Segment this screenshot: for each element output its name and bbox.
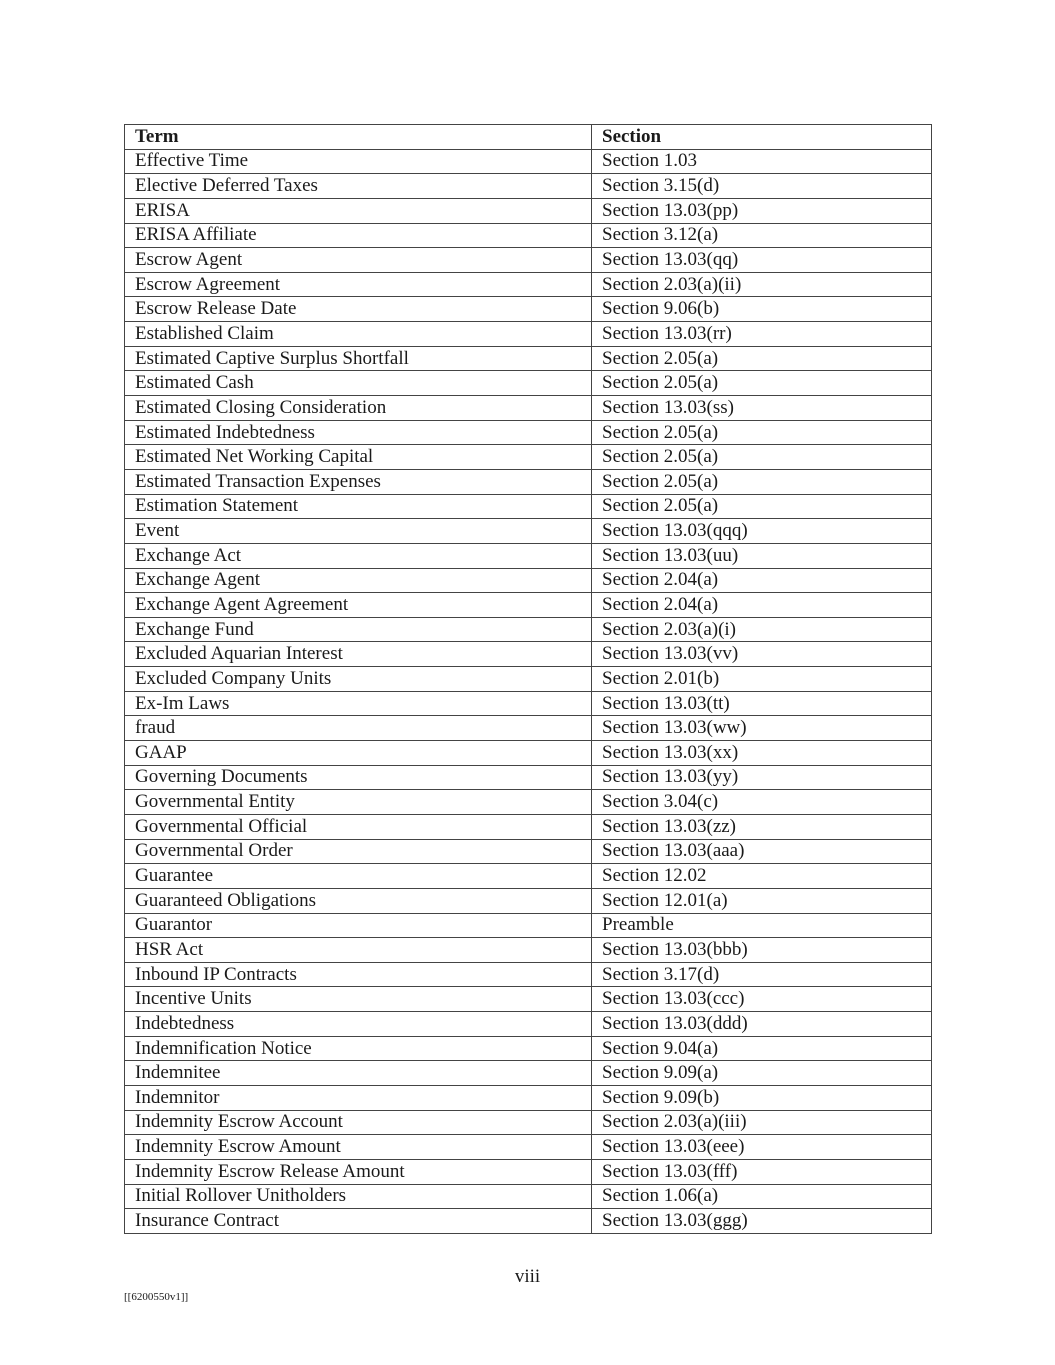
section-cell: Section 3.17(d) xyxy=(592,962,932,987)
term-cell: Exchange Fund xyxy=(125,617,592,642)
table-row xyxy=(125,149,932,174)
section-cell: Section 2.04(a) xyxy=(592,568,932,593)
section-cell: Section 2.05(a) xyxy=(592,494,932,519)
table-row xyxy=(125,987,932,1012)
term-cell: Indemnity Escrow Release Amount xyxy=(125,1159,592,1184)
section-cell: Section 9.04(a) xyxy=(592,1036,932,1061)
term-cell: Excluded Company Units xyxy=(125,667,592,692)
section-cell: Section 13.03(ggg) xyxy=(592,1209,932,1234)
term-cell: Guaranteed Obligations xyxy=(125,888,592,913)
table-row xyxy=(125,248,932,273)
table-row xyxy=(125,396,932,421)
section-cell: Section 13.03(ddd) xyxy=(592,1012,932,1037)
section-cell: Section 12.02 xyxy=(592,864,932,889)
table-row xyxy=(125,741,932,766)
table-row xyxy=(125,371,932,396)
term-cell: Indemnity Escrow Account xyxy=(125,1110,592,1135)
section-cell: Section 13.03(fff) xyxy=(592,1159,932,1184)
section-cell: Section 13.03(ccc) xyxy=(592,987,932,1012)
section-cell: Section 13.03(aaa) xyxy=(592,839,932,864)
table-row xyxy=(125,765,932,790)
section-cell: Section 13.03(pp) xyxy=(592,198,932,223)
table-row xyxy=(125,519,932,544)
table-row xyxy=(125,272,932,297)
column-header-term: Term xyxy=(125,125,592,150)
table-row xyxy=(125,716,932,741)
table-header-row xyxy=(125,125,932,150)
term-cell: Estimated Cash xyxy=(125,371,592,396)
table-row xyxy=(125,667,932,692)
table-row xyxy=(125,223,932,248)
table-row xyxy=(125,1184,932,1209)
section-cell: Section 2.04(a) xyxy=(592,593,932,618)
table-row xyxy=(125,297,932,322)
term-cell: Exchange Agent xyxy=(125,568,592,593)
term-cell: fraud xyxy=(125,716,592,741)
table-row xyxy=(125,642,932,667)
term-cell: Escrow Release Date xyxy=(125,297,592,322)
term-cell: Escrow Agreement xyxy=(125,272,592,297)
section-cell: Section 9.09(a) xyxy=(592,1061,932,1086)
term-cell: Estimated Net Working Capital xyxy=(125,445,592,470)
term-cell: Indebtedness xyxy=(125,1012,592,1037)
table-row xyxy=(125,839,932,864)
term-cell: Excluded Aquarian Interest xyxy=(125,642,592,667)
table-row xyxy=(125,938,932,963)
term-cell: Estimated Closing Consideration xyxy=(125,396,592,421)
term-cell: Effective Time xyxy=(125,149,592,174)
term-cell: Incentive Units xyxy=(125,987,592,1012)
table-row xyxy=(125,1209,932,1234)
term-cell: Established Claim xyxy=(125,322,592,347)
page-number: viii xyxy=(514,1266,541,1287)
section-cell: Section 2.03(a)(i) xyxy=(592,617,932,642)
table-row xyxy=(125,1110,932,1135)
term-cell: Exchange Agent Agreement xyxy=(125,593,592,618)
section-cell: Section 1.03 xyxy=(592,149,932,174)
term-cell: Governmental Entity xyxy=(125,790,592,815)
term-cell: Initial Rollover Unitholders xyxy=(125,1184,592,1209)
section-cell: Section 3.12(a) xyxy=(592,223,932,248)
section-cell: Section 13.03(eee) xyxy=(592,1135,932,1160)
term-cell: Escrow Agent xyxy=(125,248,592,273)
table-row xyxy=(125,174,932,199)
section-cell: Section 13.03(ss) xyxy=(592,396,932,421)
term-cell: Exchange Act xyxy=(125,543,592,568)
section-cell: Section 13.03(zz) xyxy=(592,814,932,839)
table-row xyxy=(125,469,932,494)
table-row xyxy=(125,543,932,568)
table-row xyxy=(125,888,932,913)
table-row xyxy=(125,962,932,987)
table-row xyxy=(125,1085,932,1110)
term-cell: Event xyxy=(125,519,592,544)
table-row xyxy=(125,1061,932,1086)
term-cell: Elective Deferred Taxes xyxy=(125,174,592,199)
section-cell: Section 9.06(b) xyxy=(592,297,932,322)
section-cell: Section 13.03(bbb) xyxy=(592,938,932,963)
term-cell: Indemnification Notice xyxy=(125,1036,592,1061)
table-row xyxy=(125,814,932,839)
term-cell: HSR Act xyxy=(125,938,592,963)
term-cell: Estimated Indebtedness xyxy=(125,420,592,445)
section-cell: Section 13.03(yy) xyxy=(592,765,932,790)
section-cell: Section 2.05(a) xyxy=(592,420,932,445)
section-cell: Section 2.03(a)(iii) xyxy=(592,1110,932,1135)
section-cell: Section 13.03(qq) xyxy=(592,248,932,273)
term-cell: GAAP xyxy=(125,741,592,766)
terms-index-table xyxy=(124,124,932,1234)
table-row xyxy=(125,1159,932,1184)
term-cell: Guarantee xyxy=(125,864,592,889)
table-row xyxy=(125,322,932,347)
section-cell: Preamble xyxy=(592,913,932,938)
term-cell: Indemnity Escrow Amount xyxy=(125,1135,592,1160)
term-cell: ERISA Affiliate xyxy=(125,223,592,248)
table-row xyxy=(125,494,932,519)
table-row xyxy=(125,790,932,815)
section-cell: Section 2.05(a) xyxy=(592,371,932,396)
table-row xyxy=(125,420,932,445)
section-cell: Section 13.03(tt) xyxy=(592,691,932,716)
term-cell: ERISA xyxy=(125,198,592,223)
table-row xyxy=(125,1036,932,1061)
section-cell: Section 13.03(vv) xyxy=(592,642,932,667)
document-id: [[6200550v1]] xyxy=(124,1291,189,1303)
table-body xyxy=(125,149,932,1233)
term-cell: Indemnitor xyxy=(125,1085,592,1110)
section-cell: Section 9.09(b) xyxy=(592,1085,932,1110)
section-cell: Section 2.05(a) xyxy=(592,445,932,470)
section-cell: Section 3.15(d) xyxy=(592,174,932,199)
section-cell: Section 13.03(xx) xyxy=(592,741,932,766)
section-cell: Section 2.03(a)(ii) xyxy=(592,272,932,297)
term-cell: Governmental Order xyxy=(125,839,592,864)
term-cell: Guarantor xyxy=(125,913,592,938)
section-cell: Section 13.03(ww) xyxy=(592,716,932,741)
term-cell: Ex-Im Laws xyxy=(125,691,592,716)
table-row xyxy=(125,691,932,716)
term-cell: Inbound IP Contracts xyxy=(125,962,592,987)
column-header-section: Section xyxy=(592,125,932,150)
term-cell: Governmental Official xyxy=(125,814,592,839)
section-cell: Section 1.06(a) xyxy=(592,1184,932,1209)
term-cell: Estimated Transaction Expenses xyxy=(125,469,592,494)
table-row xyxy=(125,913,932,938)
term-cell: Indemnitee xyxy=(125,1061,592,1086)
table-row xyxy=(125,198,932,223)
term-cell: Governing Documents xyxy=(125,765,592,790)
section-cell: Section 2.05(a) xyxy=(592,469,932,494)
section-cell: Section 13.03(qqq) xyxy=(592,519,932,544)
section-cell: Section 2.01(b) xyxy=(592,667,932,692)
section-cell: Section 13.03(rr) xyxy=(592,322,932,347)
table-row xyxy=(125,568,932,593)
table-row xyxy=(125,445,932,470)
table-row xyxy=(125,346,932,371)
table-row xyxy=(125,593,932,618)
section-cell: Section 3.04(c) xyxy=(592,790,932,815)
term-cell: Insurance Contract xyxy=(125,1209,592,1234)
section-cell: Section 2.05(a) xyxy=(592,346,932,371)
table-row xyxy=(125,617,932,642)
section-cell: Section 12.01(a) xyxy=(592,888,932,913)
term-cell: Estimation Statement xyxy=(125,494,592,519)
section-cell: Section 13.03(uu) xyxy=(592,543,932,568)
table-row xyxy=(125,864,932,889)
table-row xyxy=(125,1012,932,1037)
table-row xyxy=(125,1135,932,1160)
term-cell: Estimated Captive Surplus Shortfall xyxy=(125,346,592,371)
